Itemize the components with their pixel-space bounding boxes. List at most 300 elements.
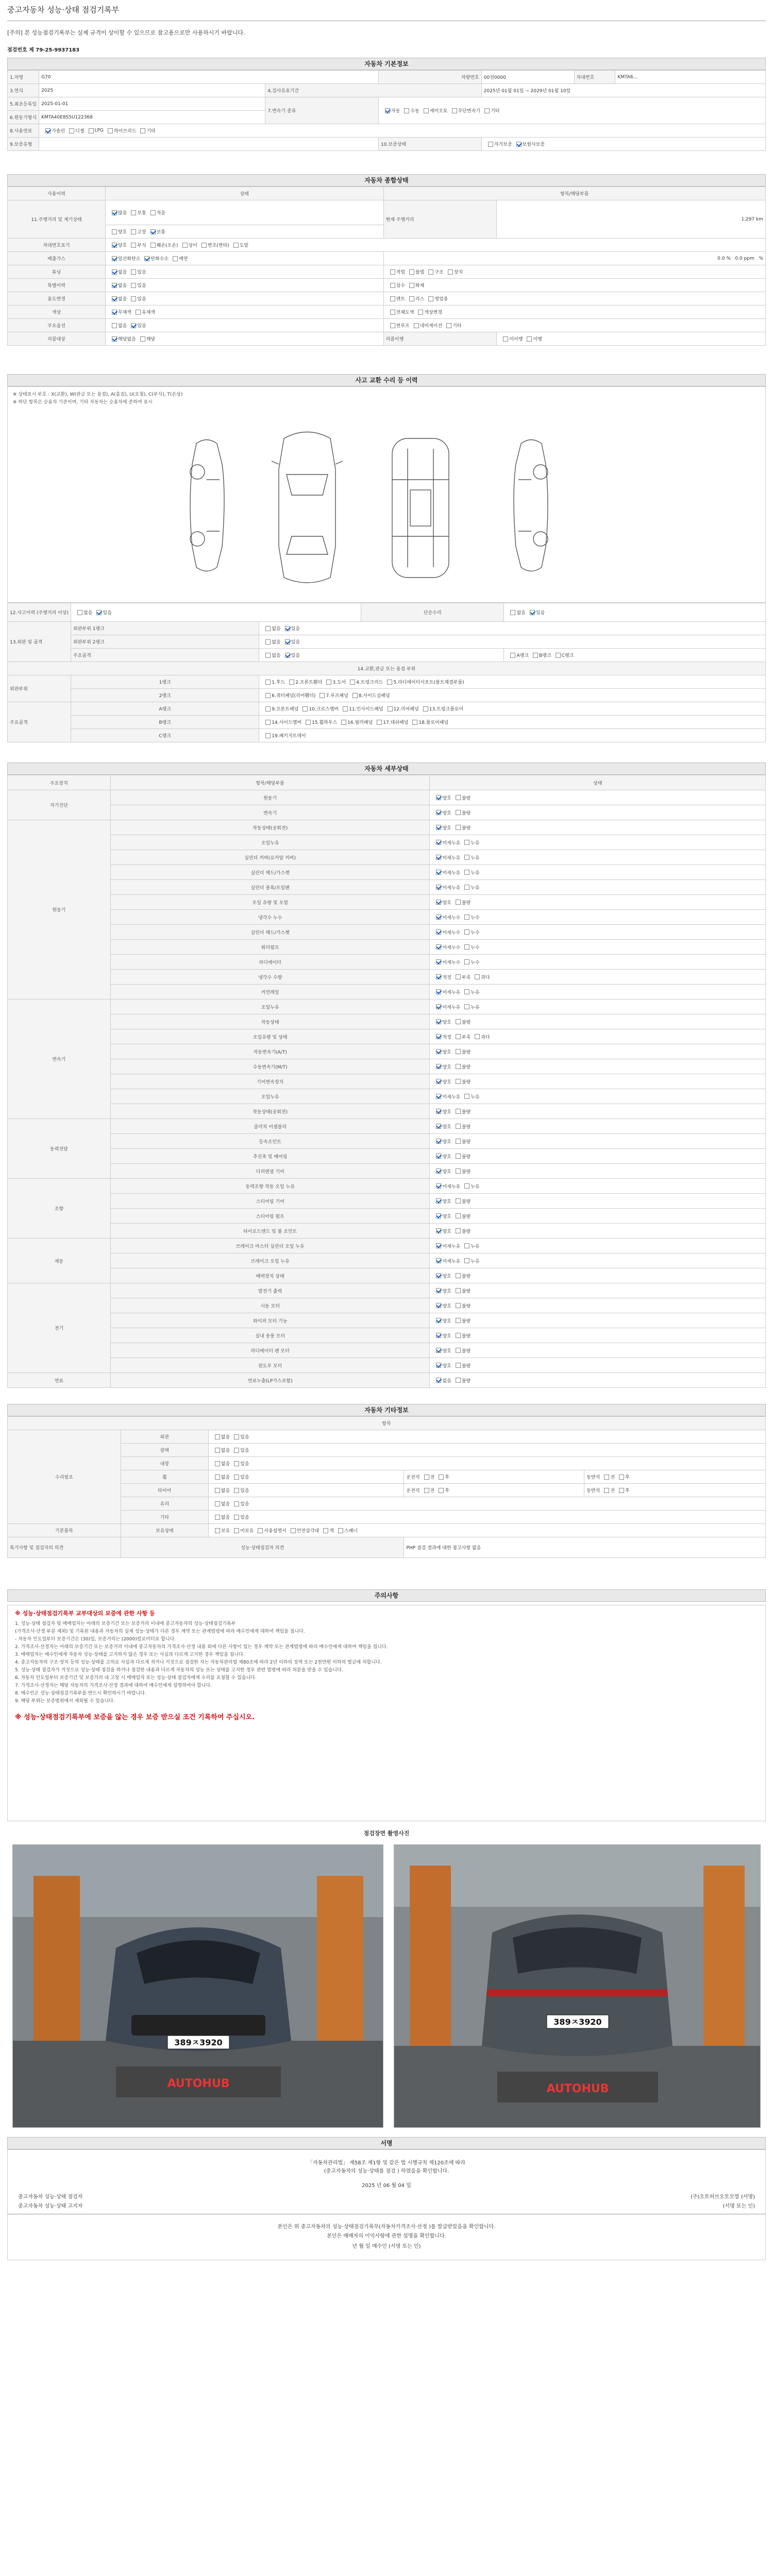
checkbox[interactable]	[215, 1461, 220, 1466]
checkbox[interactable]	[234, 1448, 239, 1453]
checkbox[interactable]	[108, 128, 113, 133]
item-label: 시동 모터	[110, 1298, 430, 1313]
status-options: 일산화탄소 탄화수소 매연	[105, 252, 383, 265]
row-label: 휠	[121, 1470, 208, 1484]
document-notice: [주의] 본 성능점검기록부는 실제 규격이 상이할 수 있으므로 참고용으로만 사용하시기 바랍니다.	[7, 29, 245, 36]
checkbox[interactable]	[423, 706, 428, 711]
item-label: 배력장치 상태	[110, 1268, 430, 1283]
status-options: 썬루프 네비게이션 기타	[383, 319, 765, 332]
inspection-photo-rear	[394, 1844, 761, 2128]
checkbox[interactable]	[436, 1019, 441, 1024]
checkbox[interactable]	[456, 1228, 461, 1233]
checkbox[interactable]	[619, 1488, 624, 1493]
checkbox[interactable]	[446, 323, 451, 328]
item-label: 오일유량 및 상태	[110, 1029, 430, 1044]
checkbox[interactable]	[436, 1064, 441, 1069]
checkbox-label: 양호	[442, 1289, 451, 1294]
signature-box	[7, 2149, 766, 2260]
checkbox-label: 미세누유	[442, 1094, 461, 1100]
accident-diagram-box	[7, 386, 766, 603]
detail-row	[8, 985, 766, 999]
status-options: 양호 부식 훼손(오손) 상이 변조(변타) 도말	[105, 239, 765, 252]
checkbox[interactable]	[265, 720, 271, 725]
column-header: 상태	[105, 187, 383, 200]
checkbox[interactable]	[503, 336, 508, 342]
checkbox[interactable]	[456, 1333, 461, 1338]
status-options	[430, 910, 766, 925]
detail-row	[8, 1119, 766, 1134]
checkbox[interactable]	[285, 653, 290, 658]
checkbox[interactable]	[464, 944, 469, 950]
checkbox[interactable]	[234, 1528, 239, 1533]
checkbox[interactable]	[233, 243, 239, 248]
checkbox[interactable]	[456, 1363, 461, 1368]
row-label: 12.사고이력 (주행거리 이상)	[8, 603, 71, 622]
checkbox[interactable]	[464, 1258, 469, 1263]
checkbox[interactable]	[265, 639, 271, 645]
checkbox[interactable]	[510, 610, 515, 615]
checkbox[interactable]	[456, 1064, 461, 1069]
checkbox[interactable]	[409, 296, 414, 301]
checkbox[interactable]	[303, 706, 308, 711]
detail-row	[8, 1253, 766, 1268]
fuel-options: 가솔린 디젤 LPG 하이브리드 기타	[39, 124, 766, 138]
checkbox[interactable]	[436, 870, 441, 875]
checkbox-label: 누유	[470, 870, 480, 876]
checkbox[interactable]	[112, 243, 117, 248]
rank-label: 1랭크	[71, 675, 259, 689]
checkbox[interactable]	[604, 1488, 609, 1493]
detail-row	[8, 1268, 766, 1283]
checkbox[interactable]	[456, 1348, 461, 1353]
detail-row	[8, 850, 766, 865]
checkbox[interactable]	[215, 1515, 220, 1520]
checkbox[interactable]	[456, 1168, 461, 1174]
checkbox[interactable]	[436, 1154, 441, 1159]
detail-row	[8, 1149, 766, 1164]
checkbox[interactable]	[516, 142, 522, 147]
checkbox[interactable]	[456, 1079, 461, 1084]
checkbox[interactable]	[350, 680, 355, 685]
status-options: 없음 있음	[105, 265, 383, 279]
checkbox[interactable]	[215, 1434, 220, 1439]
checkbox[interactable]	[436, 1318, 441, 1323]
checkbox[interactable]	[456, 1049, 461, 1054]
checkbox[interactable]	[456, 825, 461, 830]
checkbox[interactable]	[390, 269, 395, 275]
checkbox[interactable]	[215, 1488, 220, 1493]
detail-row	[8, 910, 766, 925]
status-options	[430, 1074, 766, 1089]
checkbox-label: 불량	[461, 1139, 471, 1145]
status-options: 없음 있음	[504, 603, 766, 622]
checkbox[interactable]	[428, 269, 433, 275]
row-label: 기타	[121, 1511, 208, 1524]
checkbox[interactable]	[390, 323, 395, 328]
checkbox[interactable]	[69, 128, 74, 133]
row-label: 성능·상태점검자 의견	[121, 1537, 404, 1558]
checkbox[interactable]	[182, 243, 188, 248]
checkbox[interactable]	[436, 1183, 441, 1189]
checkbox[interactable]	[285, 626, 290, 631]
item-label: 브레이크 오일 누유	[110, 1253, 430, 1268]
checkbox[interactable]	[475, 974, 480, 979]
row-label: 외판부위	[8, 675, 71, 702]
checkbox[interactable]	[112, 283, 117, 288]
checkbox[interactable]	[144, 256, 149, 261]
checkbox[interactable]	[201, 243, 207, 248]
checkbox[interactable]	[439, 1475, 444, 1480]
checkbox[interactable]	[131, 243, 136, 248]
checkbox[interactable]	[112, 323, 117, 328]
checkbox[interactable]	[456, 1198, 461, 1204]
item-label: 라디에이터 팬 모터	[110, 1343, 430, 1358]
checkbox-label: 미세누수	[442, 915, 461, 921]
checkbox-label: 양호	[442, 900, 451, 906]
checkbox[interactable]	[385, 108, 390, 113]
checkbox[interactable]	[436, 1139, 441, 1144]
checkbox[interactable]	[234, 1475, 239, 1480]
checkbox[interactable]	[464, 855, 469, 860]
status-options: 없음 있음	[208, 1484, 404, 1497]
parts-options: 14.사이드멤버 15.휠하우스 16.필러패널 17.대쉬패널 18.플로어패널	[259, 716, 766, 729]
item-label: 스티어링 펌프	[110, 1209, 430, 1224]
checkbox[interactable]	[131, 229, 136, 234]
row-label: 주요옵션	[8, 319, 106, 332]
detail-row	[8, 1134, 766, 1149]
checkbox[interactable]	[436, 989, 441, 994]
checkbox[interactable]	[265, 693, 271, 698]
checkbox[interactable]	[112, 210, 117, 215]
checkbox[interactable]	[464, 959, 469, 964]
checkbox-label: 양호	[442, 825, 451, 831]
checkbox-label: 불량	[461, 795, 471, 801]
checkbox[interactable]	[464, 1094, 469, 1099]
checkbox[interactable]	[436, 959, 441, 964]
column-header: 사용이력	[8, 187, 106, 200]
checkbox[interactable]	[464, 1004, 469, 1009]
checkbox[interactable]	[436, 974, 441, 979]
checkbox[interactable]	[436, 1124, 441, 1129]
notes-line: 7. 가격조사·산정자는 해당 자동차의 가격조사·산정 결과에 대하여 매수인에게 설명하여야 합니다.	[15, 1683, 212, 1688]
checkbox[interactable]	[436, 929, 441, 935]
group-label: 원동기	[8, 820, 111, 999]
checkbox[interactable]	[390, 310, 395, 315]
checkbox[interactable]	[289, 680, 294, 685]
status-options	[430, 1059, 766, 1074]
checkbox[interactable]	[436, 1333, 441, 1338]
checkbox[interactable]	[464, 885, 469, 890]
checkbox[interactable]	[326, 680, 331, 685]
checkbox[interactable]	[150, 229, 156, 234]
checkbox-label: 과다	[481, 975, 490, 980]
checkbox[interactable]	[140, 336, 145, 342]
checkbox[interactable]	[409, 283, 414, 288]
checkbox[interactable]	[456, 810, 461, 815]
checkbox[interactable]	[456, 1303, 461, 1308]
checkbox[interactable]	[456, 1288, 461, 1293]
checkbox[interactable]	[436, 855, 441, 860]
checkbox[interactable]	[484, 108, 490, 113]
signature-date: 2025 년 06 월 04 일	[362, 2183, 411, 2189]
checkbox[interactable]	[436, 1198, 441, 1204]
checkbox[interactable]	[265, 626, 271, 631]
status-options	[430, 1253, 766, 1268]
checkbox-label: 불량	[461, 825, 471, 831]
checkbox[interactable]	[265, 706, 271, 711]
status-options: 해당없음 해당	[105, 332, 383, 346]
checkbox-label: 양호	[442, 1229, 451, 1234]
checkbox[interactable]	[234, 1461, 239, 1466]
checkbox[interactable]	[533, 653, 538, 658]
checkbox[interactable]	[131, 283, 136, 288]
checkbox[interactable]	[556, 653, 561, 658]
section-notes-header: 주의사항	[7, 1589, 766, 1602]
checkbox[interactable]	[215, 1448, 220, 1453]
checkbox[interactable]	[404, 108, 409, 113]
checkbox-label: 불량	[461, 1214, 471, 1219]
checkbox[interactable]	[306, 720, 311, 725]
checkbox[interactable]	[390, 296, 395, 301]
cell-value: 2025-01-01	[39, 97, 265, 111]
checkbox[interactable]	[456, 1139, 461, 1144]
checkbox[interactable]	[456, 1109, 461, 1114]
checkbox[interactable]	[234, 1515, 239, 1520]
checkbox[interactable]	[436, 1034, 441, 1039]
checkbox[interactable]	[456, 974, 461, 979]
checkbox[interactable]	[234, 1434, 239, 1439]
item-label: 스티어링 기어	[110, 1194, 430, 1209]
checkbox[interactable]	[131, 210, 136, 215]
position-options: 동반석 전 후	[584, 1484, 766, 1497]
checkbox[interactable]	[464, 870, 469, 875]
cell-label: 리콜이행	[383, 332, 497, 346]
checkbox[interactable]	[436, 1228, 441, 1233]
checkbox[interactable]	[456, 900, 461, 905]
checkbox[interactable]	[436, 795, 441, 800]
checkbox[interactable]	[215, 1528, 220, 1533]
item-label: 수동변속기(M/T)	[110, 1059, 430, 1074]
item-label: 기어변속장치	[110, 1074, 430, 1089]
checkbox[interactable]	[112, 269, 117, 275]
position-options: 동반석 전 후	[584, 1470, 766, 1484]
notifier-label: 중고자동차 성능·상태 고지자	[18, 2204, 83, 2209]
row-label: 내장	[121, 1457, 208, 1470]
checkbox[interactable]	[436, 1094, 441, 1099]
checkbox[interactable]	[215, 1501, 220, 1506]
checkbox-label: 미세누유	[442, 1244, 461, 1249]
detail-row	[8, 820, 766, 835]
status-options: 렌트 리스 영업용	[383, 292, 765, 306]
checkbox[interactable]	[436, 1243, 441, 1248]
notes-line: 3. 매매업자는 매수인에게 자동차 성능·상태를 고지하지 않은 경우 또는 사실과 다르게 고지한 경우 책임을 집니다.	[15, 1652, 245, 1657]
checkbox[interactable]	[424, 1488, 429, 1493]
notes-line: 5. 성능·상태 점검자가 거짓으로 성능·상태 점검을 하거나 점검한 내용과 다르게 자동차의 성능 또는 상태를 고지한 경우 관련 법령에 따라 처분을 받을 수 있습니다.	[15, 1668, 343, 1673]
checkbox[interactable]	[456, 1034, 461, 1039]
checkbox[interactable]	[436, 1258, 441, 1263]
checkbox[interactable]	[436, 1348, 441, 1353]
checkbox[interactable]	[387, 680, 392, 685]
checkbox[interactable]	[291, 1528, 296, 1533]
item-label: 연료누출(LP가스포함)	[110, 1373, 430, 1388]
checkbox[interactable]	[136, 310, 141, 315]
checkbox[interactable]	[338, 1528, 343, 1533]
checkbox[interactable]	[77, 610, 82, 615]
checkbox[interactable]	[436, 1363, 441, 1368]
checkbox[interactable]	[377, 720, 382, 725]
checkbox-label: 미세누유	[442, 1005, 461, 1010]
cell-label: 7.변속기 종류	[265, 97, 379, 124]
checkbox-label: 불량	[461, 1079, 471, 1085]
checkbox[interactable]	[464, 929, 469, 935]
status-options: 없음 있음	[208, 1444, 765, 1457]
status-options	[430, 790, 766, 805]
checkbox[interactable]	[96, 610, 102, 615]
checkbox[interactable]	[424, 108, 429, 113]
checkbox[interactable]	[436, 1168, 441, 1174]
checkbox[interactable]	[475, 1034, 480, 1039]
checkbox[interactable]	[131, 323, 136, 328]
checkbox[interactable]	[436, 810, 441, 815]
checkbox[interactable]	[112, 310, 117, 315]
checkbox[interactable]	[150, 210, 156, 215]
inspector-signature[interactable]: (주)오토허브오토모빌 (서명)	[690, 2194, 755, 2200]
checkbox[interactable]	[436, 885, 441, 890]
checkbox[interactable]	[215, 1475, 220, 1480]
checkbox[interactable]	[456, 1124, 461, 1129]
row-label: 보유상태	[121, 1524, 208, 1537]
item-label: 워터펌프	[110, 940, 430, 955]
item-label: 오일 유량 및 오염	[110, 895, 430, 910]
checkbox[interactable]	[409, 269, 414, 275]
checkbox[interactable]	[112, 229, 117, 234]
checkbox[interactable]	[527, 336, 532, 342]
checkbox[interactable]	[343, 706, 348, 711]
checkbox[interactable]	[131, 269, 136, 275]
checkbox[interactable]	[388, 706, 393, 711]
detail-row	[8, 1313, 766, 1328]
checkbox[interactable]	[234, 1488, 239, 1493]
checkbox[interactable]	[456, 795, 461, 800]
checkbox[interactable]	[436, 825, 441, 830]
checkbox-label: 적정	[442, 1035, 451, 1040]
checkbox[interactable]	[112, 296, 117, 301]
detail-row	[8, 1239, 766, 1253]
checkbox[interactable]	[173, 256, 178, 261]
checkbox[interactable]	[323, 1528, 328, 1533]
checkbox[interactable]	[464, 1243, 469, 1248]
checkbox[interactable]	[414, 323, 419, 328]
detail-row	[8, 1089, 766, 1104]
checkbox[interactable]	[464, 989, 469, 994]
checkbox[interactable]	[341, 720, 346, 725]
checkbox[interactable]	[436, 1303, 441, 1308]
checkbox[interactable]	[89, 128, 94, 133]
checkbox[interactable]	[510, 653, 515, 658]
checkbox[interactable]	[436, 900, 441, 905]
checkbox[interactable]	[436, 1049, 441, 1054]
checkbox[interactable]	[436, 840, 441, 845]
checkbox[interactable]	[436, 914, 441, 920]
detail-row	[8, 955, 766, 970]
checkbox[interactable]	[439, 1488, 444, 1493]
checkbox[interactable]	[424, 1475, 429, 1480]
checkbox[interactable]	[436, 1213, 441, 1218]
checkbox[interactable]	[456, 1318, 461, 1323]
checkbox[interactable]	[234, 1501, 239, 1506]
checkbox[interactable]	[448, 269, 453, 275]
item-label: 오일누유	[110, 1089, 430, 1104]
checkbox[interactable]	[112, 336, 117, 342]
status-options	[430, 1164, 766, 1179]
checkbox[interactable]	[456, 1273, 461, 1278]
checkbox[interactable]	[436, 1109, 441, 1114]
checkbox[interactable]	[45, 128, 51, 133]
checkbox[interactable]	[436, 1288, 441, 1293]
checkbox[interactable]	[436, 1273, 441, 1278]
checkbox[interactable]	[150, 243, 156, 248]
checkbox[interactable]	[390, 283, 395, 288]
checkbox[interactable]	[436, 1378, 441, 1383]
item-label: 자동변속기(A/T)	[110, 1044, 430, 1059]
status-options	[430, 1014, 766, 1029]
buyer-signature[interactable]: 년 월 일 매수인 (서명 또는 인)	[352, 2244, 421, 2249]
checkbox-label: 양호	[442, 1154, 451, 1160]
detail-row	[8, 1029, 766, 1044]
checkbox[interactable]	[436, 1079, 441, 1084]
item-label: 브레이크 마스터 실린더 오일 누유	[110, 1239, 430, 1253]
checkbox[interactable]	[530, 610, 535, 615]
checkbox[interactable]	[604, 1475, 609, 1480]
overall-status-table	[7, 187, 766, 346]
notifier-signature[interactable]: (서명 또는 인)	[722, 2204, 755, 2209]
checkbox[interactable]	[456, 1154, 461, 1159]
status-options	[430, 1298, 766, 1313]
row-label: 유리	[121, 1497, 208, 1511]
checkbox[interactable]	[418, 310, 423, 315]
checkbox[interactable]	[464, 1183, 469, 1189]
checkbox[interactable]	[464, 914, 469, 920]
checkbox[interactable]	[464, 840, 469, 845]
checkbox[interactable]	[456, 1213, 461, 1218]
row-label: 광택	[121, 1444, 208, 1457]
status-options: 양호 고장 보통	[105, 225, 383, 239]
checkbox[interactable]	[131, 296, 136, 301]
checkbox[interactable]	[436, 1004, 441, 1009]
checkbox[interactable]	[140, 128, 145, 133]
checkbox[interactable]	[352, 693, 358, 698]
checkbox[interactable]	[265, 733, 271, 738]
checkbox[interactable]	[488, 142, 493, 147]
group-label: 연료	[8, 1373, 111, 1388]
checkbox[interactable]	[320, 693, 325, 698]
checkbox[interactable]	[456, 1378, 461, 1383]
checkbox[interactable]	[436, 944, 441, 950]
checkbox-label: 불량	[461, 1154, 471, 1160]
checkbox[interactable]	[412, 720, 417, 725]
checkbox[interactable]	[456, 1019, 461, 1024]
checkbox[interactable]	[452, 108, 457, 113]
checkbox[interactable]	[619, 1475, 624, 1480]
checkbox-label: 누유	[470, 1259, 480, 1264]
checkbox[interactable]	[265, 653, 271, 658]
checkbox[interactable]	[265, 680, 271, 685]
item-label: 윈도우 모터	[110, 1358, 430, 1373]
checkbox[interactable]	[258, 1528, 263, 1533]
checkbox[interactable]	[428, 296, 433, 301]
checkbox[interactable]	[285, 639, 290, 645]
checkbox[interactable]	[112, 256, 117, 261]
